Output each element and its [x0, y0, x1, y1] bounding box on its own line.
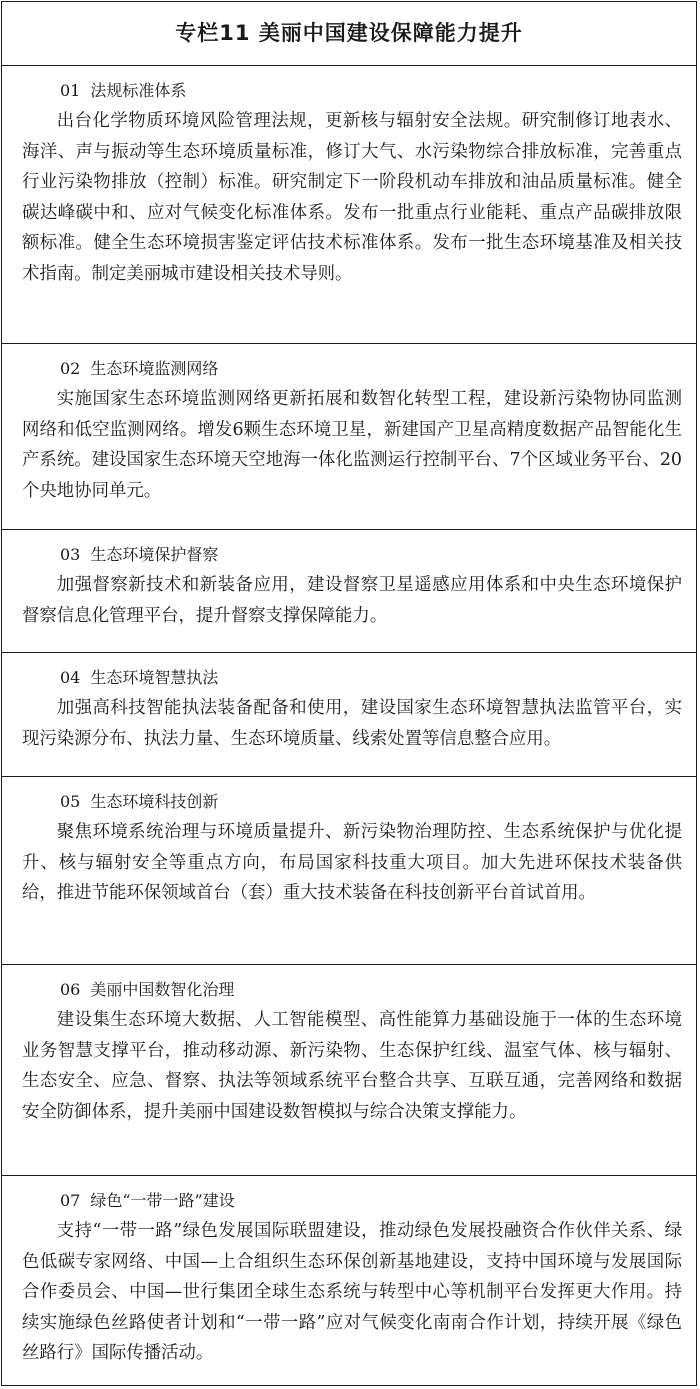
section-inspection: [2, 530, 696, 653]
section-number: 04: [60, 668, 81, 687]
section-title: 生态环境科技创新: [90, 792, 219, 811]
section-number: 03: [60, 545, 81, 564]
section-heading: [22, 356, 682, 382]
section-number: 02: [60, 359, 81, 378]
section-tech-innovation: [2, 777, 696, 965]
section-number: 07: [60, 1191, 81, 1210]
section-heading: [22, 665, 682, 691]
section-body: 聚焦环境系统治理与环境质量提升、新污染物治理防控、生态系统保护与优化提升、核与辐射安全等重点方向，布局国家科技重大项目。加大先进环保技术装备供给，推进节能环保领域首台（套）重大技术装备在科技创新平台首试首用。: [22, 822, 682, 904]
section-body: 实施国家生态环境监测网络更新拓展和数智化转型工程，建设新污染物协同监测网络和低空监测网络。增发6颗生态环境卫星，新建国产卫星高精度数据产品智能化生产系统。建设国家生态环境天空地海一体化监测运行控制平台、7个区域业务平台、20个央地协同单元。: [22, 389, 682, 501]
section-heading: [22, 977, 682, 1003]
section-heading: [22, 78, 682, 104]
section-green-belt-road: [2, 1176, 696, 1386]
section-body: 加强督察新技术和新装备应用，建设督察卫星遥感应用体系和中央生态环境保护督察信息化管理平台，提升督察支撑保障能力。: [22, 575, 682, 626]
section-title: 法规标准体系: [90, 81, 187, 100]
section-title: 美丽中国数智化治理: [90, 980, 235, 999]
section-title: 生态环境监测网络: [90, 359, 219, 378]
section-smart-enforcement: [2, 653, 696, 777]
section-title: 生态环境智慧执法: [90, 668, 219, 687]
section-heading: [22, 1188, 682, 1214]
section-regulations-standards: [2, 66, 696, 344]
section-title: 绿色“一带一路”建设: [90, 1191, 235, 1210]
section-body: 支持“一带一路”绿色发展国际联盟建设，推动绿色发展投融资合作伙伴关系、绿色低碳专家网络、中国—上合组织生态环保创新基地建设，支持中国环境与发展国际合作委员会、中国—世行集团全球生态系统与转型中心等机制平台发挥更大作用。持续实施绿色丝路使者计划和“一带一路”应对气候变化南南合作计划，持续开展《绿色丝路行》国际传播活动。: [22, 1221, 682, 1364]
section-title: 生态环境保护督察: [90, 545, 219, 564]
section-heading: [22, 542, 682, 568]
section-monitoring-network: [2, 344, 696, 530]
section-number: 01: [60, 81, 81, 100]
section-body: 加强高科技智能执法装备配备和使用，建设国家生态环境智慧执法监管平台，实现污染源分布、执法力量、生态环境质量、线索处置等信息整合应用。: [22, 698, 682, 749]
column-title: 专栏11 美丽中国建设保障能力提升: [2, 2, 696, 66]
section-body: 出台化学物质环境风险管理法规，更新核与辐射安全法规。研究制修订地表水、海洋、声与振动等生态环境质量标准，修订大气、水污染物综合排放标准，完善重点行业污染物排放（控制）标准。研究制定下一阶段机动车排放和油品质量标准。健全碳达峰碳中和、应对气候变化标准体系。发布一批重点行业能耗、重点产品碳排放限额标准。健全生态环境损害鉴定评估技术标准体系。发布一批生态环境基准及相关技术指南。制定美丽城市建设相关技术导则。: [22, 111, 682, 284]
section-number: 06: [60, 980, 81, 999]
section-heading: [22, 789, 682, 815]
column-box: [1, 1, 697, 1386]
section-number: 05: [60, 792, 81, 811]
section-digital-governance: [2, 965, 696, 1176]
section-body: 建设集生态环境大数据、人工智能模型、高性能算力基础设施于一体的生态环境业务智慧支撑平台，推动移动源、新污染物、生态保护红线、温室气体、核与辐射、生态安全、应急、督察、执法等领域系统平台整合共享、互联互通，完善网络和数据安全防御体系，提升美丽中国建设数智模拟与综合决策支撑能力。: [22, 1010, 682, 1122]
